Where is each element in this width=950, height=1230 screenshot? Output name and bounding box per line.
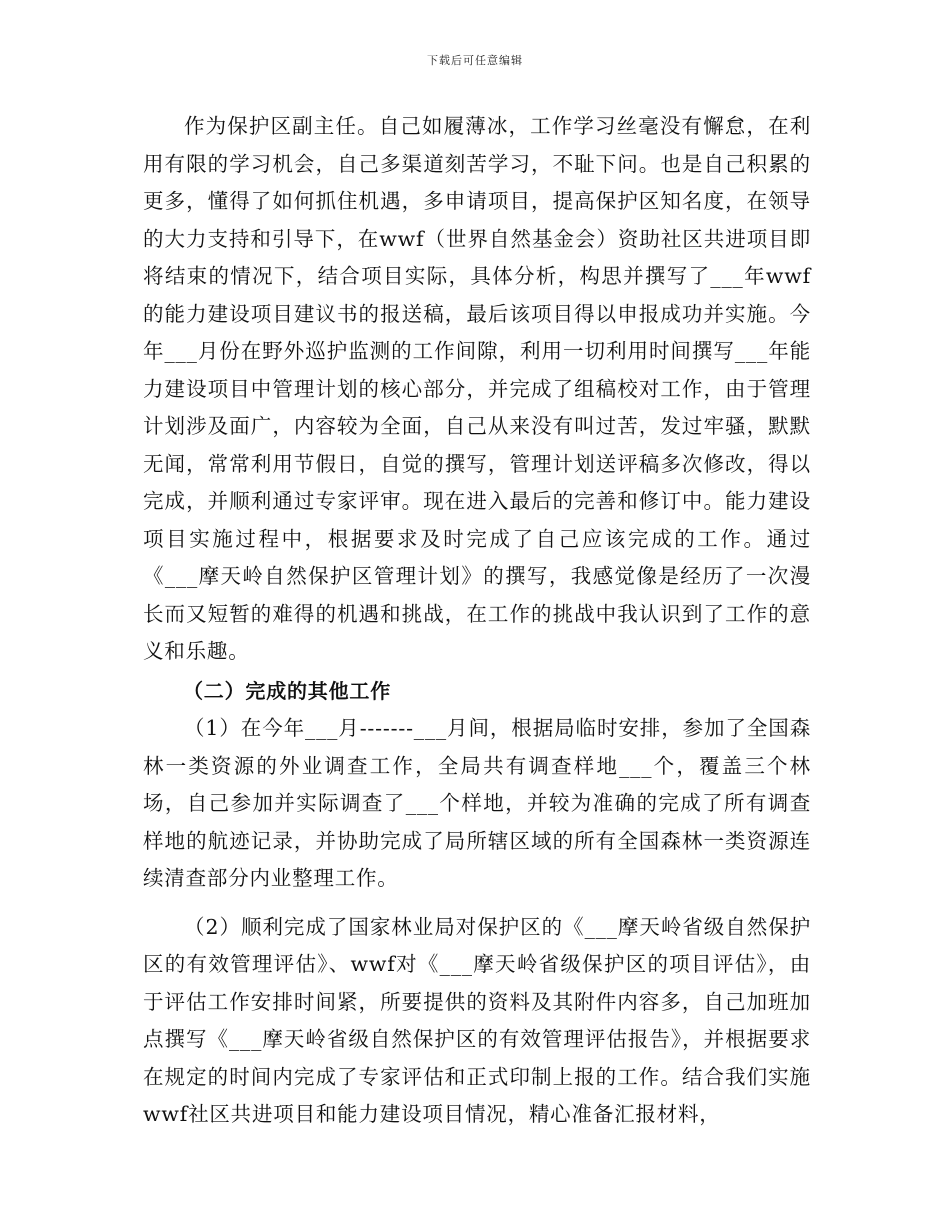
list-item-evaluation-work: （2）顺利完成了国家林业局对保护区的《___摩天岭省级自然保护区的有效管理评估》、wwf对《___摩天岭省级保护区的项目评估》，由于评估工作安排时间紧，所要提供的资料及其附件内容多，自己加班加点撰写《___摩天岭省级自然保护区的有效管理评估报告》，并根据要求在规定的时间内完成了专家评估和正式印制上报的工作。结合我们实施wwf社区共进项目和能力建设项目情况，精心准备汇报材料， bbox=[143, 914, 811, 1126]
list-item-survey-work: （1）在今年___月-------___月间，根据局临时安排，参加了全国森林一类资源的外业调查工作，全局共有调查样地___个，覆盖三个林场，自己参加并实际调查了___个样地，并较为准确的完成了所有调查样地的航迹记录，并协助完成了局所辖区域的所有全国森林一类资源连续清查部分内业整理工作。 bbox=[143, 716, 811, 890]
section-heading-other-work: （二）完成的其他工作 bbox=[183, 678, 391, 703]
paragraph-spacer bbox=[143, 898, 811, 909]
page-header-note: 下载后可任意编辑 bbox=[427, 54, 523, 67]
document-body bbox=[143, 108, 811, 1134]
paragraph-project-work: 作为保护区副主任。自己如履薄冰，工作学习丝毫没有懈怠，在利用有限的学习机会，自己多渠道刻苦学习，不耻下问。也是自己积累的更多，懂得了如何抓住机遇，多申请项目，提高保护区知名度，在领导的大力支持和引导下，在wwf（世界自然基金会）资助社区共进项目即将结束的情况下，结合项目实际，具体分析，构思并撰写了___年wwf的能力建设项目建议书的报送稿，最后该项目得以申报成功并实施。今年___月份在野外巡护监测的工作间隙，利用一切利用时间撰写___年能力建设项目中管理计划的核心部分，并完成了组稿校对工作，由于管理计划涉及面广，内容较为全面，自己从来没有叫过苦，发过牢骚，默默无闻，常常利用节假日，自觉的撰写，管理计划送评稿多次修改，得以完成，并顺利通过专家评审。现在进入最后的完善和修订中。能力建设项目实施过程中，根据要求及时完成了自己应该完成的工作。通过《___摩天岭自然保护区管理计划》的撰写，我感觉像是经历了一次漫长而又短暂的难得的机遇和挑战，在工作的挑战中我认识到了工作的意义和乐趣。 bbox=[143, 114, 811, 663]
